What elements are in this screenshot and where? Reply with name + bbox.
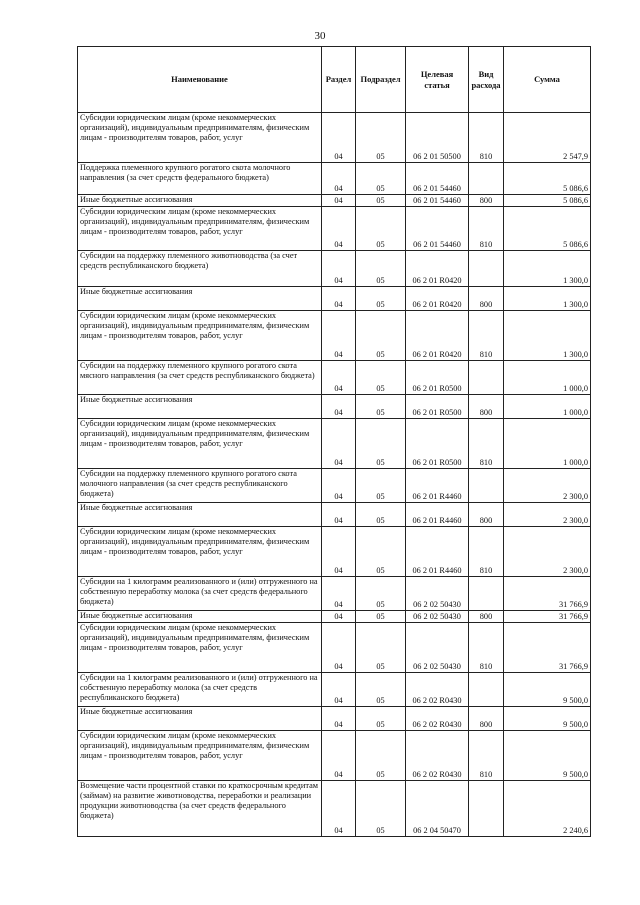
cell-section: 04 xyxy=(322,251,356,287)
cell-target: 06 2 02 50430 xyxy=(406,577,469,611)
cell-section: 04 xyxy=(322,207,356,251)
cell-sum: 31 766,9 xyxy=(504,611,591,623)
cell-section: 04 xyxy=(322,311,356,361)
cell-name: Субсидии на поддержку племенного крупного рогатого скота мясного направления (за счет средств республиканского бюджета) xyxy=(78,361,322,395)
table-row xyxy=(78,395,591,419)
cell-type: 810 xyxy=(469,419,504,469)
cell-target: 06 2 01 54460 xyxy=(406,207,469,251)
cell-target: 06 2 01 54460 xyxy=(406,163,469,195)
cell-subsection: 05 xyxy=(356,707,406,731)
cell-type: 800 xyxy=(469,287,504,311)
cell-type: 800 xyxy=(469,503,504,527)
cell-target: 06 2 01 R4460 xyxy=(406,503,469,527)
table-row xyxy=(78,673,591,707)
table-row xyxy=(78,361,591,395)
cell-sum: 1 000,0 xyxy=(504,361,591,395)
table-row xyxy=(78,163,591,195)
cell-sum: 9 500,0 xyxy=(504,707,591,731)
budget-table xyxy=(77,46,591,837)
cell-sum: 2 300,0 xyxy=(504,469,591,503)
cell-type: 800 xyxy=(469,395,504,419)
cell-name: Субсидии на поддержку племенного крупного рогатого скота молочного направления (за счет средств республиканского бюджета) xyxy=(78,469,322,503)
cell-section: 04 xyxy=(322,419,356,469)
cell-sum: 1 300,0 xyxy=(504,311,591,361)
table-row xyxy=(78,503,591,527)
header-type: Вид расхода xyxy=(469,47,504,113)
table-row xyxy=(78,707,591,731)
cell-subsection: 05 xyxy=(356,781,406,837)
table-row xyxy=(78,419,591,469)
cell-name: Возмещение части процентной ставки по краткосрочным кредитам (займам) на развитие животноводства, переработки и реализации продукции животноводства (за счет средств федерального бюджета) xyxy=(78,781,322,837)
cell-section: 04 xyxy=(322,287,356,311)
table-row xyxy=(78,577,591,611)
cell-type xyxy=(469,673,504,707)
cell-type: 810 xyxy=(469,731,504,781)
cell-name: Субсидии юридическим лицам (кроме некоммерческих организаций), индивидуальным предпринимателям, физическим лицам - производителям товаров, работ, услуг xyxy=(78,207,322,251)
cell-target: 06 2 02 R0430 xyxy=(406,707,469,731)
table-row xyxy=(78,623,591,673)
table-row xyxy=(78,251,591,287)
cell-section: 04 xyxy=(322,195,356,207)
cell-subsection: 05 xyxy=(356,311,406,361)
table-row xyxy=(78,611,591,623)
cell-name: Субсидии на 1 килограмм реализованного и (или) отгруженного на собственную переработку молока (за счет средств республиканского бюджета) xyxy=(78,673,322,707)
page-number: 30 xyxy=(314,30,326,42)
cell-type: 810 xyxy=(469,527,504,577)
cell-name: Поддержка племенного крупного рогатого скота молочного направления (за счет средств федерального бюджета) xyxy=(78,163,322,195)
cell-section: 04 xyxy=(322,577,356,611)
cell-target: 06 2 01 R0500 xyxy=(406,395,469,419)
cell-sum: 5 086,6 xyxy=(504,195,591,207)
cell-name: Субсидии юридическим лицам (кроме некоммерческих организаций), индивидуальным предпринимателям, физическим лицам - производителям товаров, работ, услуг xyxy=(78,113,322,163)
table-row xyxy=(78,527,591,577)
cell-subsection: 05 xyxy=(356,469,406,503)
cell-subsection: 05 xyxy=(356,673,406,707)
cell-sum: 5 086,6 xyxy=(504,207,591,251)
cell-subsection: 05 xyxy=(356,527,406,577)
table-row xyxy=(78,311,591,361)
cell-section: 04 xyxy=(322,503,356,527)
cell-subsection: 05 xyxy=(356,623,406,673)
cell-subsection: 05 xyxy=(356,731,406,781)
cell-section: 04 xyxy=(322,395,356,419)
cell-section: 04 xyxy=(322,673,356,707)
cell-sum: 2 300,0 xyxy=(504,503,591,527)
cell-subsection: 05 xyxy=(356,113,406,163)
table-row xyxy=(78,731,591,781)
cell-subsection: 05 xyxy=(356,577,406,611)
cell-subsection: 05 xyxy=(356,611,406,623)
table-row xyxy=(78,287,591,311)
cell-target: 06 2 01 R0500 xyxy=(406,361,469,395)
cell-section: 04 xyxy=(322,623,356,673)
cell-name: Иные бюджетные ассигнования xyxy=(78,287,322,311)
cell-name: Иные бюджетные ассигнования xyxy=(78,195,322,207)
cell-name: Иные бюджетные ассигнования xyxy=(78,395,322,419)
cell-section: 04 xyxy=(322,707,356,731)
cell-type: 810 xyxy=(469,311,504,361)
cell-target: 06 2 02 50430 xyxy=(406,623,469,673)
cell-subsection: 05 xyxy=(356,395,406,419)
cell-name: Субсидии юридическим лицам (кроме некоммерческих организаций), индивидуальным предпринимателям, физическим лицам - производителям товаров, работ, услуг xyxy=(78,311,322,361)
cell-section: 04 xyxy=(322,731,356,781)
cell-section: 04 xyxy=(322,469,356,503)
cell-target: 06 2 02 50430 xyxy=(406,611,469,623)
cell-type xyxy=(469,163,504,195)
cell-sum: 9 500,0 xyxy=(504,731,591,781)
cell-name: Субсидии юридическим лицам (кроме некоммерческих организаций), индивидуальным предпринимателям, физическим лицам - производителям товаров, работ, услуг xyxy=(78,527,322,577)
cell-subsection: 05 xyxy=(356,207,406,251)
cell-type: 810 xyxy=(469,623,504,673)
cell-sum: 9 500,0 xyxy=(504,673,591,707)
cell-type xyxy=(469,577,504,611)
table-header-row xyxy=(78,47,591,113)
cell-subsection: 05 xyxy=(356,251,406,287)
cell-target: 06 2 01 R0420 xyxy=(406,311,469,361)
table-row xyxy=(78,195,591,207)
header-target: Целевая статья xyxy=(406,47,469,113)
cell-type xyxy=(469,361,504,395)
cell-sum: 1 300,0 xyxy=(504,251,591,287)
cell-type xyxy=(469,469,504,503)
cell-sum: 1 300,0 xyxy=(504,287,591,311)
cell-section: 04 xyxy=(322,611,356,623)
cell-sum: 1 000,0 xyxy=(504,419,591,469)
cell-target: 06 2 01 R4460 xyxy=(406,527,469,577)
cell-name: Иные бюджетные ассигнования xyxy=(78,707,322,731)
cell-type: 800 xyxy=(469,611,504,623)
cell-sum: 2 300,0 xyxy=(504,527,591,577)
cell-type: 800 xyxy=(469,707,504,731)
table-row xyxy=(78,113,591,163)
header-name: Наименование xyxy=(78,47,322,113)
table-row xyxy=(78,781,591,837)
cell-target: 06 2 01 50500 xyxy=(406,113,469,163)
cell-name: Субсидии на поддержку племенного животноводства (за счет средств республиканского бюджета) xyxy=(78,251,322,287)
cell-name: Иные бюджетные ассигнования xyxy=(78,503,322,527)
cell-type: 810 xyxy=(469,207,504,251)
cell-section: 04 xyxy=(322,163,356,195)
cell-name: Субсидии юридическим лицам (кроме некоммерческих организаций), индивидуальным предпринимателям, физическим лицам - производителям товаров, работ, услуг xyxy=(78,623,322,673)
cell-type: 800 xyxy=(469,195,504,207)
cell-target: 06 2 01 54460 xyxy=(406,195,469,207)
cell-target: 06 2 01 R0420 xyxy=(406,251,469,287)
cell-target: 06 2 01 R0500 xyxy=(406,419,469,469)
cell-type xyxy=(469,781,504,837)
cell-target: 06 2 01 R0420 xyxy=(406,287,469,311)
cell-subsection: 05 xyxy=(356,361,406,395)
cell-section: 04 xyxy=(322,113,356,163)
cell-subsection: 05 xyxy=(356,163,406,195)
header-sum: Сумма xyxy=(504,47,591,113)
cell-name: Иные бюджетные ассигнования xyxy=(78,611,322,623)
cell-target: 06 2 01 R4460 xyxy=(406,469,469,503)
cell-subsection: 05 xyxy=(356,503,406,527)
cell-section: 04 xyxy=(322,361,356,395)
cell-subsection: 05 xyxy=(356,195,406,207)
cell-target: 06 2 02 R0430 xyxy=(406,731,469,781)
cell-sum: 31 766,9 xyxy=(504,623,591,673)
cell-name: Субсидии юридическим лицам (кроме некоммерческих организаций), индивидуальным предпринимателям, физическим лицам - производителям товаров, работ, услуг xyxy=(78,731,322,781)
cell-name: Субсидии на 1 килограмм реализованного и (или) отгруженного на собственную переработку молока (за счет средств федерального бюджета) xyxy=(78,577,322,611)
cell-target: 06 2 02 R0430 xyxy=(406,673,469,707)
cell-subsection: 05 xyxy=(356,419,406,469)
cell-subsection: 05 xyxy=(356,287,406,311)
cell-type: 810 xyxy=(469,113,504,163)
cell-name: Субсидии юридическим лицам (кроме некоммерческих организаций), индивидуальным предпринимателям, физическим лицам - производителям товаров, работ, услуг xyxy=(78,419,322,469)
header-section: Раздел xyxy=(322,47,356,113)
header-subsection: Подраздел xyxy=(356,47,406,113)
table-row xyxy=(78,469,591,503)
cell-sum: 31 766,9 xyxy=(504,577,591,611)
cell-sum: 5 086,6 xyxy=(504,163,591,195)
cell-type xyxy=(469,251,504,287)
cell-sum: 2 240,6 xyxy=(504,781,591,837)
cell-sum: 1 000,0 xyxy=(504,395,591,419)
cell-section: 04 xyxy=(322,527,356,577)
cell-sum: 2 547,9 xyxy=(504,113,591,163)
cell-target: 06 2 04 50470 xyxy=(406,781,469,837)
cell-section: 04 xyxy=(322,781,356,837)
table-row xyxy=(78,207,591,251)
